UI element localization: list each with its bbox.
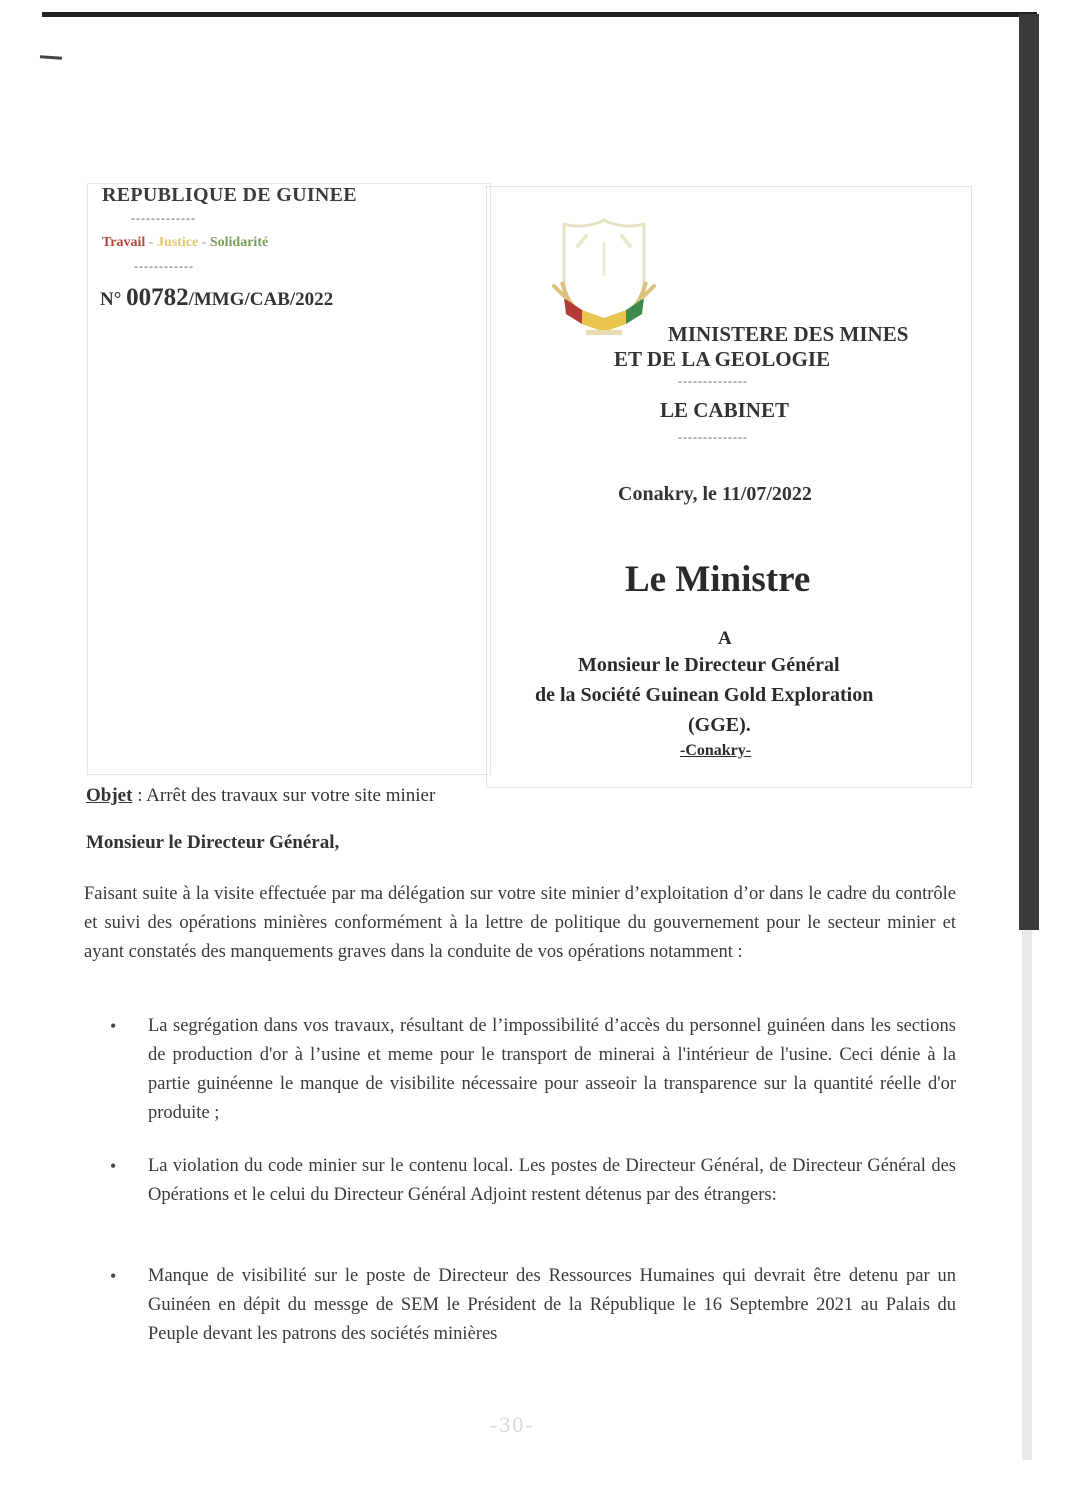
separator: ------------- bbox=[131, 211, 196, 225]
motto-separator: - bbox=[198, 235, 210, 250]
motto-word-solidarite: Solidarité bbox=[209, 235, 269, 250]
list-item-text: La violation du code minier sur le contenu local. Les postes de Directeur Général, de Directeur Général des Opérations et le celui du Directeur Général Adjoint restent détenus par des étrangers: bbox=[148, 1156, 956, 1205]
addressee-city: -Conakry- bbox=[680, 742, 752, 759]
bullet-icon: • bbox=[110, 1016, 117, 1036]
reference-suffix: /MMG/CAB/2022 bbox=[188, 289, 334, 310]
separator: -------------- bbox=[678, 430, 748, 444]
subject-label: Objet bbox=[86, 785, 133, 806]
scan-right-edge-light bbox=[1022, 930, 1032, 1460]
faded-page-number: -30- bbox=[490, 1412, 535, 1437]
scan-top-edge bbox=[42, 12, 1037, 17]
ministry-name-line2: ET DE LA GEOLOGIE bbox=[614, 347, 831, 371]
reference-prefix: N° bbox=[100, 289, 127, 310]
bullet-icon: • bbox=[110, 1156, 117, 1176]
bullet-icon: • bbox=[110, 1266, 117, 1286]
national-motto bbox=[102, 235, 268, 251]
list-item bbox=[110, 1152, 956, 1210]
guinea-coat-of-arms-icon bbox=[534, 206, 674, 346]
list-item-text: Manque de visibilité sur le poste de Directeur des Ressources Humaines qui devrait être detenu par un Guinéen en dépit du messge de SEM le Président de la République le 16 Septembre 2021 au Palais du Peuple devant les patrons des sociétés minières bbox=[148, 1266, 956, 1344]
scan-edge-mark bbox=[40, 55, 62, 60]
addressee-prefix: A bbox=[718, 628, 732, 649]
salutation: Monsieur le Directeur Général, bbox=[86, 832, 340, 853]
sender-title: Le Ministre bbox=[625, 559, 811, 600]
list-item bbox=[110, 1012, 956, 1128]
separator: -------------- bbox=[678, 374, 748, 388]
place-and-date: Conakry, le 11/07/2022 bbox=[618, 483, 812, 505]
list-item-text: La segrégation dans vos travaux, résultant de l’impossibilité d’accès du personnel guinéen dans les sections de production d'or à l’usine et meme pour le transport de minerai à l'intérieur de l'usine. Ceci dénie à la partie guinéenne le manque de visibilite nécessaire pour asseoir la transparence sur la quantité réelle d'or produite ; bbox=[148, 1016, 956, 1123]
addressee-line2: de la Société Guinean Gold Exploration bbox=[535, 684, 874, 706]
reference-main-number: 00782 bbox=[126, 284, 189, 311]
republic-title: REPUBLIQUE DE GUINEE bbox=[102, 184, 357, 206]
motto-word-justice: Justice bbox=[156, 235, 199, 250]
motto-word-travail: Travail bbox=[102, 235, 146, 250]
grievance-list bbox=[110, 1152, 956, 1210]
subject-text: : Arrêt des travaux sur votre site minier bbox=[132, 785, 436, 806]
subject-line bbox=[86, 785, 435, 807]
scan-right-edge bbox=[1019, 14, 1039, 930]
separator: ------------ bbox=[134, 259, 194, 273]
ministry-name-line1: MINISTERE DES MINES bbox=[668, 322, 909, 346]
reference-number bbox=[100, 284, 333, 312]
list-item bbox=[110, 1262, 956, 1349]
grievance-list bbox=[110, 1012, 956, 1128]
intro-paragraph: Faisant suite à la visite effectuée par ma délégation sur votre site minier d’exploitation d’or dans le cadre du contrôle et suivi des opérations minières conformément à la lettre de politique du gouvernement pour le secteur minier et ayant constatés des manquements graves dans la conduite de vos opérations notamment : bbox=[84, 884, 956, 962]
motto-separator: - bbox=[145, 235, 157, 250]
grievance-list bbox=[110, 1262, 956, 1349]
cabinet-label: LE CABINET bbox=[660, 398, 789, 422]
addressee-line3: (GGE). bbox=[688, 714, 751, 736]
addressee-line1: Monsieur le Directeur Général bbox=[578, 654, 840, 676]
